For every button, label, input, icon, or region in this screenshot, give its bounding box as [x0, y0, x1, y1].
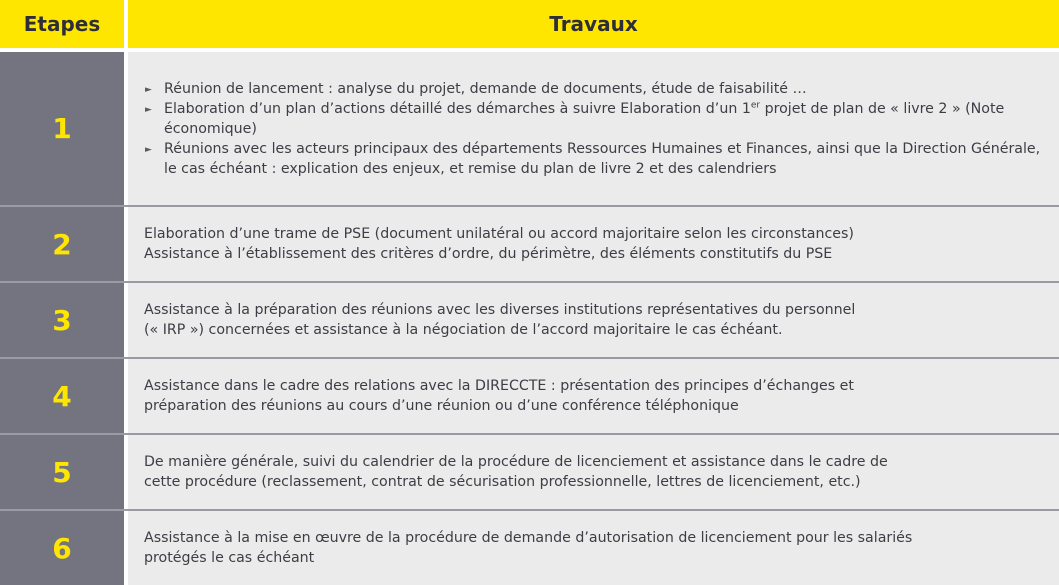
text-line: Elaboration d’une trame de PSE (document unilatéral ou accord majoritaire selon les circonstances) — [144, 226, 854, 242]
step-number: 4 — [0, 359, 124, 433]
bullet-text-continued: projet de plan de « livre 2 » (Note économique) — [164, 100, 1005, 137]
step-number: 3 — [0, 283, 124, 357]
table-row — [0, 207, 1059, 281]
step-description — [128, 52, 1059, 205]
step-number: 2 — [0, 207, 124, 281]
step-description — [128, 435, 1059, 509]
list-item — [144, 79, 1047, 99]
header-travaux: Travaux — [128, 0, 1059, 48]
bullet-text: Réunions avec les acteurs principaux des départements Ressources Humaines et Finances, ainsi que la Direction Générale, le cas échéant : explication des enjeux, et remise du plan de livre 2 et des calendriers — [164, 140, 1041, 177]
ordinal-suffix: er — [750, 99, 761, 110]
step-description — [128, 511, 1059, 585]
table-header — [0, 0, 1059, 48]
text-line: Assistance à la préparation des réunions avec les diverses institutions représentatives du personnel — [144, 302, 856, 318]
table-row — [0, 283, 1059, 357]
text-line: Assistance dans le cadre des relations avec la DIRECCTE : présentation des principes d’échanges et — [144, 378, 854, 394]
text-line: (« IRP ») concernées et assistance à la négociation de l’accord majoritaire le cas échéant. — [144, 322, 783, 338]
table-row — [0, 435, 1059, 509]
list-item — [144, 139, 1047, 179]
step-number: 5 — [0, 435, 124, 509]
bullet-text: Elaboration d’un plan d’actions détaillé des démarches à suivre Elaboration d’un 1 — [164, 100, 751, 117]
text-line: préparation des réunions au cours d’une réunion ou d’une conférence téléphonique — [144, 398, 739, 414]
table-row — [0, 52, 1059, 205]
step-number: 6 — [0, 511, 124, 585]
triangle-right-icon: ► — [145, 144, 152, 155]
header-etapes: Etapes — [0, 0, 124, 48]
table-row — [0, 359, 1059, 433]
text-line: protégés le cas échéant — [144, 550, 315, 566]
table-row — [0, 511, 1059, 585]
text-line: cette procédure (reclassement, contrat de sécurisation professionnelle, lettres de licenciement, etc.) — [144, 474, 861, 490]
list-item — [144, 99, 1047, 139]
step-description — [128, 207, 1059, 281]
step-number: 1 — [0, 52, 124, 205]
text-line: Assistance à l’établissement des critères d’ordre, du périmètre, des éléments constitutifs du PSE — [144, 246, 833, 262]
bullet-text: Réunion de lancement : analyse du projet, demande de documents, étude de faisabilité … — [164, 80, 807, 97]
step-description — [128, 283, 1059, 357]
text-line: Assistance à la mise en œuvre de la procédure de demande d’autorisation de licenciement pour les salariés — [144, 530, 913, 546]
step-description — [128, 359, 1059, 433]
text-line: De manière générale, suivi du calendrier de la procédure de licenciement et assistance dans le cadre de — [144, 454, 888, 470]
triangle-right-icon: ► — [145, 104, 152, 115]
triangle-right-icon: ► — [145, 84, 152, 95]
